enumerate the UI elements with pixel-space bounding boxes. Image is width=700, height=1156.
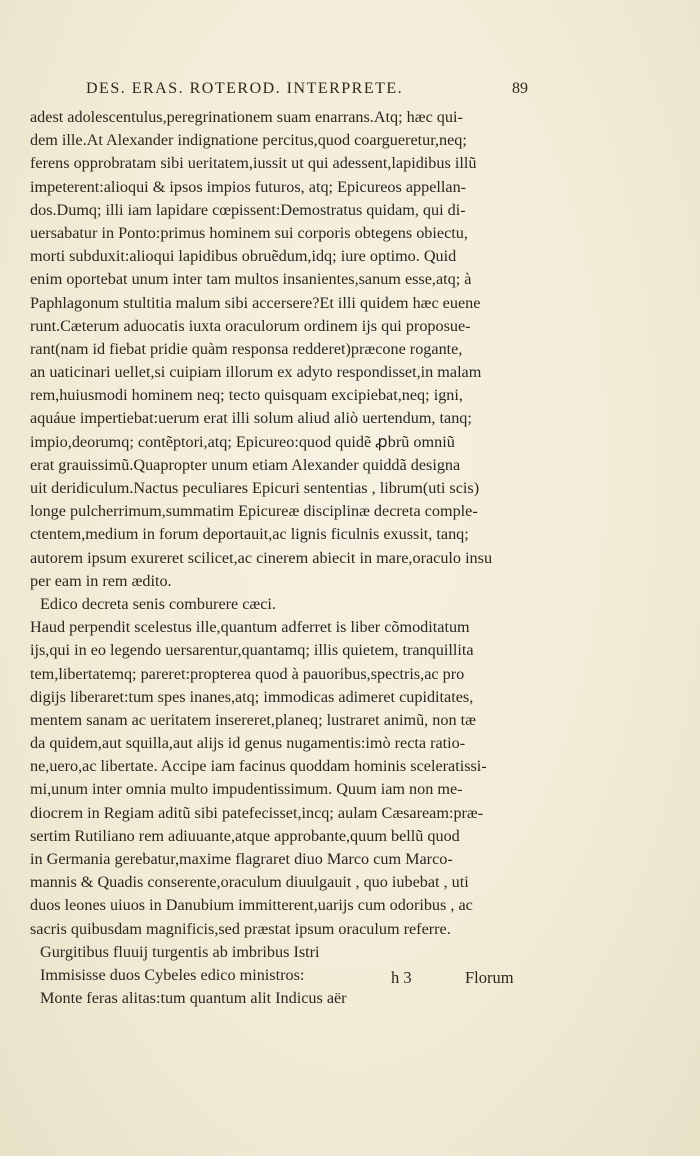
text-line: morti subduxit:alioqui lapidibus obruẽdum,idq; iure optimo. Quid [30, 247, 457, 266]
body-text [30, 106, 540, 1010]
text-line: rant(nam id fiebat pridie quàm responsa redderet)præcone rogante, [30, 339, 463, 358]
text-line: aquáue impertiebat:uerum erat illi solum aliud aliò uertendum, tanq; [30, 409, 472, 428]
text-line: mentem sanam ac ueritatem insereret,planeq; lustraret animũ, non tæ [30, 710, 476, 729]
text-line: adest adolescentulus,peregrinationem suam enarrans.Atq; hæc qui- [30, 108, 463, 126]
text-line: dos.Dumq; illi iam lapidare cœpissent:Demostratus quidam, qui di- [30, 200, 466, 219]
text-line: rem,huiusmodi hominem neq; tecto quisquam excipiebat,neq; igni, [30, 386, 463, 405]
text-line: uit deridiculum.Nactus peculiares Epicuri sententias , librum(uti scis) [30, 479, 480, 497]
text-line: runt.Cæterum aduocatis iuxta oraculorum ordinem ijs qui proposue- [30, 316, 471, 335]
page-footer [391, 968, 541, 992]
text-line: an uaticinari uellet,si cuipiam illorum ex adyto respondisset,in malam [30, 363, 482, 382]
verse-line: Immisisse duos Cybeles edico ministros: [40, 965, 305, 984]
text-line: ferens opprobratam sibi ueritatem,iussit ut qui adessent,lapidibus illũ [30, 154, 477, 173]
text-line: erat grauissimũ.Quapropter unum etiam Alexander quiddã designa [30, 455, 461, 474]
text-line: Paphlagonum stultitia malum sibi accersere?Et illi quidem hæc euene [30, 293, 481, 312]
text-line: sacris quibusdam magnificis,sed præstat ipsum oraculum referre. [30, 919, 451, 938]
text-line: dem ille.At Alexander indignatione percitus,quod coargueretur,neq; [30, 131, 467, 150]
verse-line: Gurgitibus fluuij turgentis ab imbribus Istri [40, 942, 320, 961]
verse-line: Edico decreta senis comburere cæci. [40, 594, 276, 613]
running-title: DES. ERAS. ROTEROD. INTERPRETE. [86, 80, 404, 97]
text-line: da quidem,aut squilla,aut alijs id genus nugamentis:imò recta ratio- [30, 734, 466, 753]
text-line: longe pulcherrimum,summatim Epicureæ disciplinæ decreta comple- [30, 502, 478, 521]
text-line: uersabatur in Ponto:primus hominem sui corporis obtegens obiectu, [30, 223, 468, 242]
text-line: impio,deorumq; contẽptori,atq; Epicureo:quod quidẽ ꝓbrũ omniũ [30, 432, 455, 451]
text-line: enim oportebat unum inter tam multos insanientes,sanum esse,atq; à [30, 270, 472, 289]
verse-line: Monte feras alitas:tum quantum alit Indicus aër [40, 989, 347, 1008]
text-line: tem,libertatemq; pareret:propterea quod à pauoribus,spectris,ac pro [30, 664, 465, 683]
text-line: digijs liberaret:tum spes inanes,atq; immodicas adimeret cupiditates, [30, 687, 474, 706]
text-line: sertim Rutiliano rem adiuuante,atque approbante,quum bellũ quod [30, 826, 460, 845]
text-line: diocrem in Regiam aditũ sibi patefecisset,incq; aulam Cæsaream:præ- [30, 803, 484, 822]
folio-number: 89 [512, 80, 528, 97]
catchword: Florum [465, 968, 514, 987]
text-line: autorem ipsum exureret scilicet,ac cinerem abiecit in mare,oraculo insu [30, 548, 493, 567]
text-line: mannis & Quadis conserente,oraculum diuulgauit , quo iubebat , uti [30, 873, 469, 892]
text-line: Haud perpendit scelestus ille,quantum adferret is liber cõmoditatum [30, 618, 470, 637]
text-line: duos leones uiuos in Danubium immitterent,uarijs cum odoribus , ac [30, 896, 473, 915]
text-line: ne,uero,ac libertate. Accipe iam facinus quoddam hominis sceleratissi- [30, 757, 487, 776]
signature-mark: h 3 [391, 968, 412, 987]
text-line: mi,unum inter omnia multo impudentissimum. Quum iam non me- [30, 780, 463, 799]
text-line: in Germania gerebatur,maxime flagraret diuo Marco cum Marco- [30, 850, 453, 868]
text-line: per eam in rem ædito. [30, 571, 172, 590]
text-line: ijs,qui in eo legendo uersarentur,quantamq; illis quietem, tranquillita [30, 641, 474, 660]
text-line: ctentem,medium in forum deportauit,ac lignis ficulnis exussit, tanq; [30, 525, 469, 544]
text-line: impeterent:alioqui & ipsos impios futuros, atq; Epicureos appellan- [30, 177, 467, 196]
